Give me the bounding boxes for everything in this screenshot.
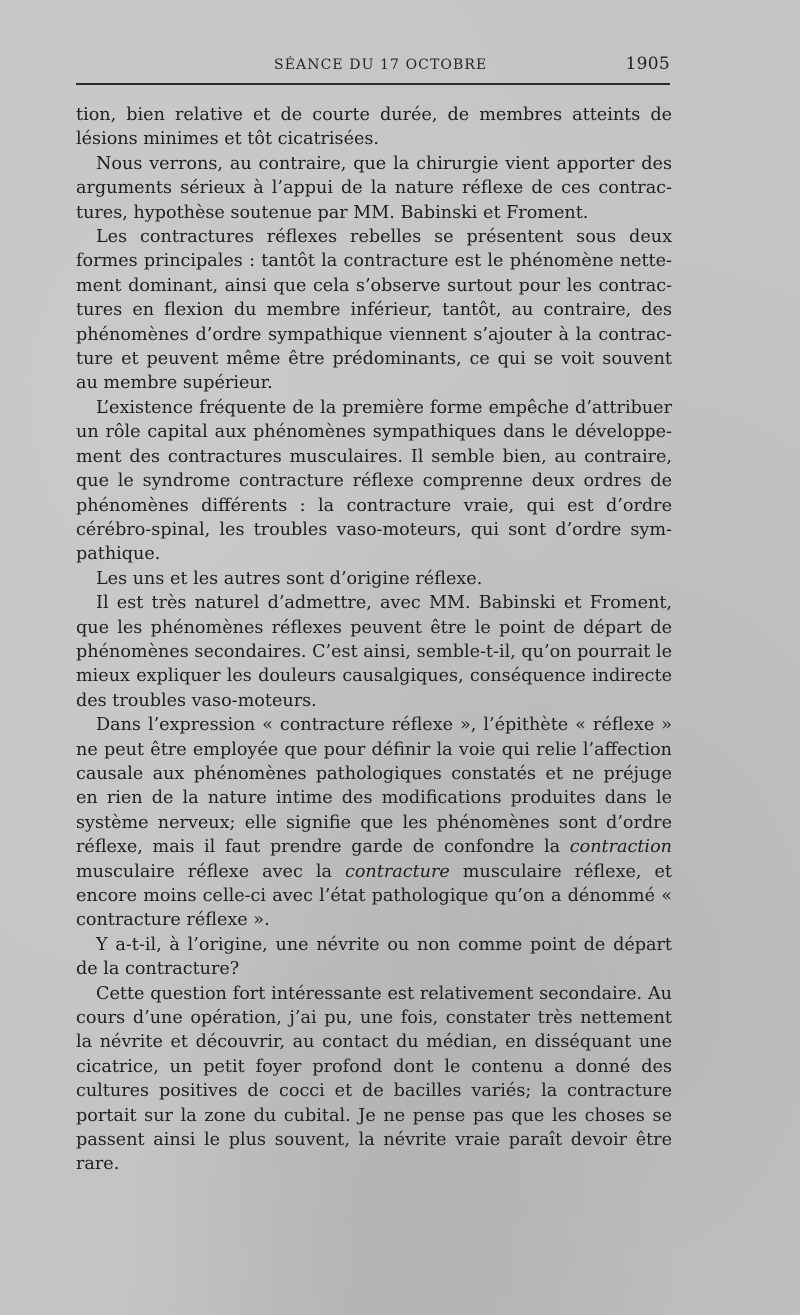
running-head — [76, 50, 670, 86]
paragraph-text: musculaire réflexe, et encore moins celle-ci avec l’état pathologique qu’on a dénommé « contracture réflexe ». — [76, 861, 673, 931]
header-rule — [76, 83, 670, 85]
running-title: SÉANCE DU 17 OCTOBRE — [274, 57, 488, 73]
italic-term: contraction — [569, 837, 672, 858]
paragraph: L’existence fréquente de la première forme empêche d’attribuer un rôle capital aux phénomènes sympathiques dans le développement des contractures musculaires. Il semble bien, au contraire, que le syndrome contracture réflexe comprenne deux ordres de phénomènes différents : la contracture vraie, qui est d’ordre cérébro-spinal, les troubles vaso-moteurs, qui sont d’ordre sympathique. — [76, 397, 672, 565]
paragraph: Nous verrons, au contraire, que la chirurgie vient apporter des arguments sérieux à l’appui de la nature réflexe de ces contractures, hypothèse soutenue par MM. Babinski et Froment. — [76, 153, 672, 223]
page-number: 1905 — [625, 54, 670, 74]
paragraph — [76, 713, 672, 933]
italic-term: contracture — [344, 861, 450, 882]
paragraph: Les uns et les autres sont d’origine réflexe. — [96, 568, 483, 589]
paragraph-text: musculaire réflexe avec la — [76, 861, 345, 882]
paragraph: Il est très naturel d’admettre, avec MM. Babinski et Froment, que les phénomènes réflexes peuvent être le point de départ de phénomènes secondaires. C’est ainsi, semble-t-il, qu’on pourrait le mieux expliquer les douleurs causalgiques, conséquence indirecte des troubles vaso-moteurs. — [76, 593, 672, 711]
paragraph: Y a-t-il, à l’origine, une névrite ou non comme point de départ de la contracture? — [76, 934, 672, 980]
paragraph: Cette question fort intéressante est relativement secondaire. Au cours d’une opération, j’ai pu, une fois, constater très nettement la névrite et découvrir, au contact du médian, en disséquant une cicatrice, un petit foyer profond dont le contenu a donné des cultures positives de cocci et de bacilles variés; la contracture portait sur la zone du cubital. Je ne pense pas que les choses se passent ainsi le plus souvent, la névrite vraie paraît devoir être rare. — [76, 983, 672, 1175]
body-text — [76, 103, 672, 1177]
paragraph-text: Dans l’expression « contracture réflexe », l’épithète « réflexe » ne peut être employée que pour définir la voie qui relie l’affection causale aux phénomènes pathologiques constatés et ne préjuge en rien de la nature intime des modifications produites dans le système nerveux; elle signifie que les phénomènes sont d’ordre réflexe, mais il faut prendre garde de confondre la — [76, 715, 672, 858]
paragraph: Les contractures réflexes rebelles se présentent sous deux formes principales : tantôt la contracture est le phénomène nettement dominant, ainsi que cela s’observe surtout pour les contractures en flexion du membre inférieur, tantôt, au contraire, des phénomènes d’ordre sympathique viennent s’ajouter à la contracture et peuvent même être prédominants, ce qui se voit souvent au membre supérieur. — [76, 227, 672, 394]
paragraph-continued: tion, bien relative et de courte durée, de membres atteints de lésions minimes et tôt cicatrisées. — [76, 105, 672, 150]
